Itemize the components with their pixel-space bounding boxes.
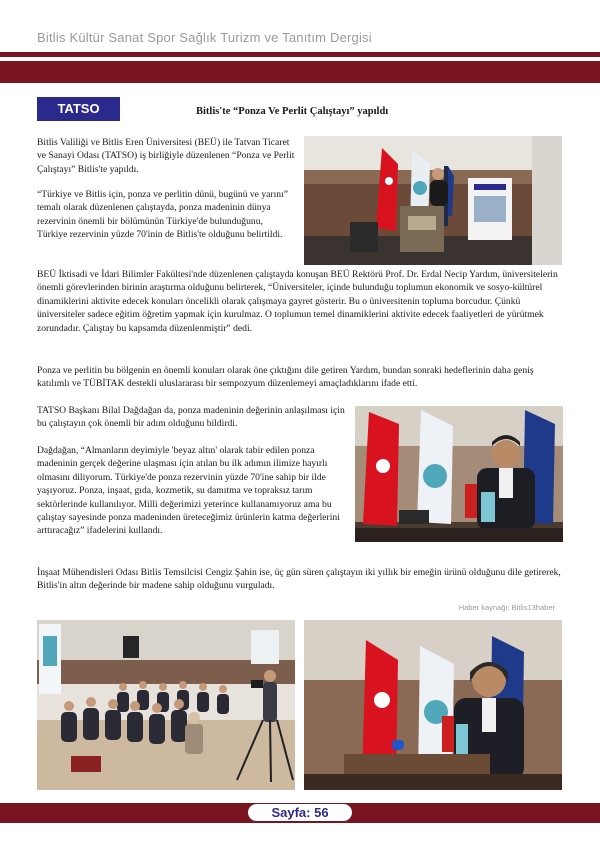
paragraph-intro: Bitlis Valiliği ve Bitlis Eren Üniversitesi (BEÜ) ile Tatvan Ticaret ve Sanayi Odası (TATSO) iş birliğiyle düzenlenen “Ponza ve Perlit Çalıştayı” Bitlis'te yapıldı. <box>37 137 295 175</box>
paragraph-rector: BEÜ İktisadi ve İdari Bilimler Fakültesi'nde düzenlenen çalıştayda konuşan BEÜ Rektörü Prof. Dr. Erdal Necip Yardım, üniversitelerin önemli görevlerinden birinin araştırma olduğunu belirterek, “Üniversiteler, içinde bulunduğu toplumun ekonomik ve sosyo-kültürel dinamiklerini aktivite edecek konuları öncelikli olarak çalışmaya gayret gösterir. Bu o üniversitenin topluma borcudur. Çünkü üniversiteler sadece eğitim öğretim yapmak için kurulmaz. O toplumun temel dinamiklerini aktivite edecek faaliyetleri de yürütmek zorundadır. Çalıştay bu kapsamda düzenlenmiştir” dedi. <box>37 269 558 334</box>
paragraph-goals: Ponza ve perlitin bu bölgenin en önemli konuları olarak öne çıktığını dile getiren Yardım, bundan sonraki hedeflerinin daha geniş katılımlı ve TÜBİTAK destekli uluslararası bir sempozyum düzenlemeyi amaçladıklarını ifade etti. <box>37 365 534 390</box>
paragraph-dagdagan-intro: TATSO Başkanı Bilal Dağdağan da, ponza madeninin değerinin anlaşılması için bu çalıştayın çok önemli bir adım olduğunu bildirdi. <box>37 405 345 430</box>
paragraph-theme: “Türkiye ve Bitlis için, ponza ve perlitin dünü, bugünü ve yarını” temalı olarak düzenlenen çalıştayda, ponza madeninin dünya rezervinin önemli bir bölümünün Türkiye'de bulunduğunu, Türkiye rezervinin yüzde 70'inin de Bitlis'te olduğunu belirtildi. <box>37 189 288 241</box>
photo-sahin-speaking <box>304 620 562 790</box>
source-note: Haber kaynağı: Bitlis13haber <box>458 603 555 612</box>
photo-podium-speaker <box>304 136 562 265</box>
header-band <box>0 61 600 83</box>
section-badge: TATSO <box>37 97 120 121</box>
magazine-title: Bitlis Kültür Sanat Spor Sağlık Turizm ve Tanıtım Dergisi <box>37 30 372 45</box>
paragraph-dagdagan-quote: Dağdağan, “Almanların deyimiyle 'beyaz altın' olarak tabir edilen ponza madeninin gerçek değerine ulaşması için atılan bu ilk adımın ilimize hayırlı olmasını diliyorum. Türkiye'de ponza rezervinin yüzde 70'ine sahip bir ilde yaşıyoruz. Ponza, inşaat, gıda, kozmetik, su damıtma ve topraksız tarım sektörlerinde kullanılıyor. Milli değerimizi yeterince kullanamıyoruz ama bu çalıştay sayesinde ponza madeninden üreteceğimiz ürünlerin katma değerlerini arttıracağız” ifadelerini kullandı. <box>37 445 340 537</box>
photo-dagdagan-speaking <box>355 406 563 542</box>
header-rule <box>0 52 600 57</box>
headline: Bitlis'te “Ponza Ve Perlit Çalıştayı” yapıldı <box>196 106 389 117</box>
photo-audience <box>37 620 295 790</box>
paragraph-sahin: İnşaat Mühendisleri Odası Bitlis Temsilcisi Cengiz Şahin ise, üç gün süren çalıştayın iki yıllık bir emeğin ürünü olduğunu dile getirerek, Bitlis'in altın değerinde bir madene sahip olduğunu vurguladı. <box>37 567 561 592</box>
page-number: Sayfa: 56 <box>248 804 352 821</box>
